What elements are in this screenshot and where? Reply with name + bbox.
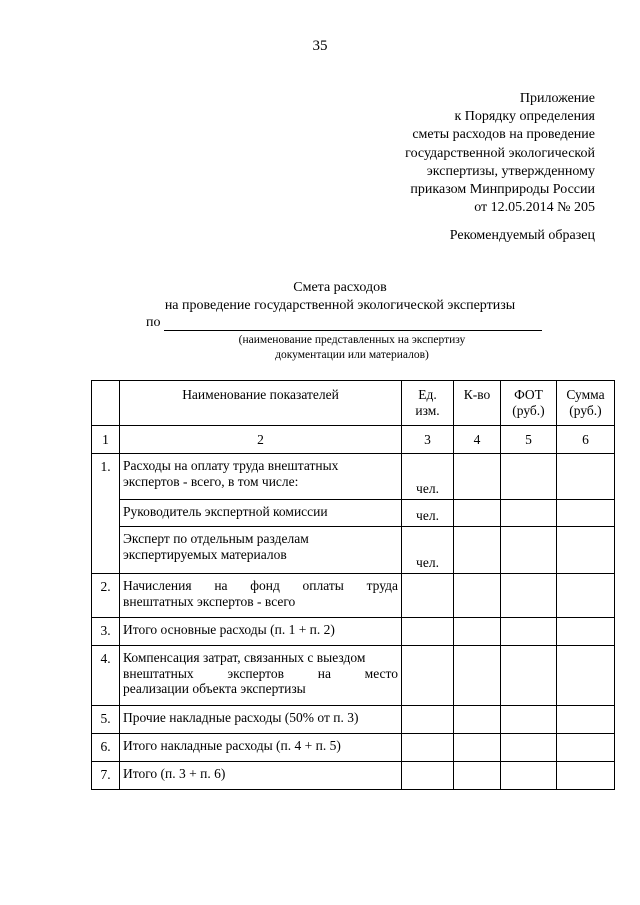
header-sum <box>557 381 615 426</box>
qty-cell[interactable] <box>454 618 501 646</box>
row-name-line: внештатных экспертов - всего <box>123 593 296 609</box>
table-row <box>92 454 615 500</box>
row-name <box>120 454 402 500</box>
row-name <box>120 574 402 618</box>
row-name-line: Прочие накладные расходы (50% от п. 3) <box>123 710 359 725</box>
row-number: 5. <box>92 706 120 734</box>
header-unit-line: Ед. <box>418 387 437 402</box>
appendix-line: Приложение <box>519 91 595 106</box>
row-name <box>120 734 402 762</box>
row-name-line: Расходы на оплату труда внештатных <box>123 458 339 473</box>
row-name <box>120 706 402 734</box>
index-cell: 1 <box>92 426 120 454</box>
row-name-line: внештатных экспертов на место <box>123 665 398 681</box>
caption-line: (наименование представленных на экспертизу <box>238 334 466 346</box>
po-label: по <box>146 315 161 330</box>
row-name-line: Итого основные расходы (п. 1 + п. 2) <box>123 622 335 637</box>
row-name-line: Компенсация затрат, связанных с выездом <box>123 650 366 665</box>
row-unit <box>402 762 454 790</box>
row-unit <box>402 618 454 646</box>
fot-cell[interactable] <box>501 500 557 527</box>
row-number: 6. <box>92 734 120 762</box>
fot-cell[interactable] <box>501 734 557 762</box>
header-num <box>92 381 120 426</box>
row-number: 7. <box>92 762 120 790</box>
qty-cell[interactable] <box>454 646 501 706</box>
row-name-line: экспертируемых материалов <box>123 546 287 562</box>
header-unit-line: изм. <box>415 402 440 418</box>
sample-label: Рекомендуемый образец <box>449 228 595 243</box>
row-unit <box>402 706 454 734</box>
fot-cell[interactable] <box>501 646 557 706</box>
qty-cell[interactable] <box>454 762 501 790</box>
sum-cell[interactable] <box>557 527 615 574</box>
row-name <box>120 646 402 706</box>
table-row <box>92 706 615 734</box>
table-row <box>92 762 615 790</box>
qty-cell[interactable] <box>454 500 501 527</box>
header-fot <box>501 381 557 426</box>
document-subtitle: на проведение государственной экологической экспертизы <box>164 298 516 313</box>
sum-cell[interactable] <box>557 706 615 734</box>
header-unit <box>402 381 454 426</box>
table-header-row <box>92 381 615 426</box>
table-row <box>92 618 615 646</box>
row-unit <box>402 574 454 618</box>
index-cell: 5 <box>501 426 557 454</box>
row-number: 3. <box>92 618 120 646</box>
caption-line: документации или материалов) <box>275 349 429 361</box>
table-row <box>92 646 615 706</box>
fot-cell[interactable] <box>501 527 557 574</box>
row-number: 1. <box>92 454 120 574</box>
row-name-line: Начисления на фонд оплаты труда <box>123 578 398 593</box>
appendix-block <box>405 90 595 217</box>
field-caption <box>162 333 542 363</box>
header-fot-line: (руб.) <box>512 402 545 418</box>
appendix-line: сметы расходов на проведение <box>412 127 595 143</box>
sum-cell[interactable] <box>557 762 615 790</box>
row-number: 2. <box>92 574 120 618</box>
sum-cell[interactable] <box>557 618 615 646</box>
row-unit <box>402 734 454 762</box>
row-unit: чел. <box>402 500 454 527</box>
sum-cell[interactable] <box>557 734 615 762</box>
table-row <box>92 527 615 574</box>
row-name <box>120 762 402 790</box>
header-qty-text: К-во <box>463 387 491 402</box>
sum-cell[interactable] <box>557 454 615 500</box>
fot-cell[interactable] <box>501 454 557 500</box>
index-cell: 3 <box>402 426 454 454</box>
header-sum-line: (руб.) <box>569 402 602 418</box>
row-number: 4. <box>92 646 120 706</box>
appendix-line: к Порядку определения <box>454 109 595 125</box>
sum-cell[interactable] <box>557 574 615 618</box>
column-index-row <box>92 426 615 454</box>
estimate-table <box>91 380 615 790</box>
fot-cell[interactable] <box>501 762 557 790</box>
appendix-line: от 12.05.2014 № 205 <box>474 200 595 216</box>
row-name-line: экспертов - всего, в том числе: <box>123 473 299 489</box>
row-name-line: Руководитель экспертной комиссии <box>123 504 328 519</box>
appendix-line: экспертизы, утвержденному <box>426 163 595 179</box>
object-name-field[interactable] <box>164 330 542 331</box>
page-number: 35 <box>312 38 328 54</box>
header-sum-line: Сумма <box>566 387 605 402</box>
fot-cell[interactable] <box>501 706 557 734</box>
table-row <box>92 500 615 527</box>
row-unit: чел. <box>402 527 454 574</box>
qty-cell[interactable] <box>454 527 501 574</box>
header-fot-line: ФОТ <box>514 387 543 402</box>
index-cell: 6 <box>557 426 615 454</box>
fot-cell[interactable] <box>501 574 557 618</box>
row-name <box>120 500 402 527</box>
qty-cell[interactable] <box>454 734 501 762</box>
sum-cell[interactable] <box>557 500 615 527</box>
index-cell: 4 <box>454 426 501 454</box>
table-row <box>92 574 615 618</box>
row-unit <box>402 646 454 706</box>
index-cell: 2 <box>120 426 402 454</box>
table-row <box>92 734 615 762</box>
document-title: Смета расходов <box>293 280 387 295</box>
row-name-line: Эксперт по отдельным разделам <box>123 531 309 546</box>
header-name-text: Наименование показателей <box>182 387 339 402</box>
appendix-line: государственной экологической <box>405 145 595 161</box>
fot-cell[interactable] <box>501 618 557 646</box>
appendix-line: приказом Минприроды России <box>410 182 595 198</box>
qty-cell[interactable] <box>454 706 501 734</box>
row-name <box>120 618 402 646</box>
row-name-line: Итого накладные расходы (п. 4 + п. 5) <box>123 738 341 753</box>
header-name <box>120 381 402 426</box>
qty-cell[interactable] <box>454 454 501 500</box>
qty-cell[interactable] <box>454 574 501 618</box>
header-qty <box>454 381 501 426</box>
row-unit: чел. <box>402 454 454 500</box>
row-name <box>120 527 402 574</box>
row-name-line: Итого (п. 3 + п. 6) <box>123 766 226 781</box>
row-name-line: реализации объекта экспертизы <box>123 681 306 696</box>
sum-cell[interactable] <box>557 646 615 706</box>
